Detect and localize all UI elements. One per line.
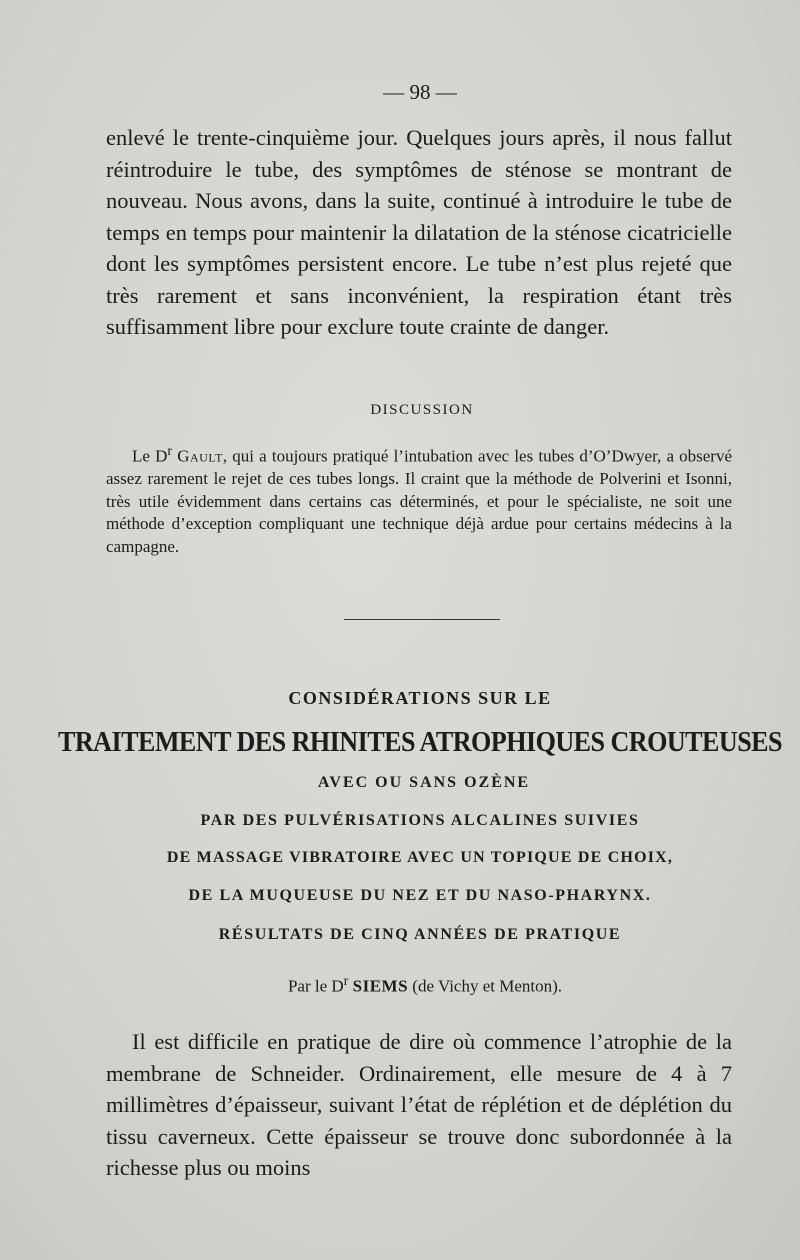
doctor-abbrev-sup: r [343,973,349,989]
speaker-name: Gault [177,446,223,466]
byline-prefix: Par le D [287,976,344,996]
page-number: — 98 — [383,80,457,104]
paragraph-text: Il est difficile en pratique de dire où commence l’atrophie de la membrane de Schneider. Ordinairement, elle mesure de 4 à 7 millimètres d’épaisseur, suivant l’état de réplétion et de déplétion du tissu caverneux. Cette épaisseur se trouve donc subordonnée à la richesse plus ou moins [106,1029,732,1180]
article-title-line: RÉSULTATS DE CINQ ANNÉES DE PRATIQUE [218,926,622,943]
article-main-title: TRAITEMENT DES RHINITES ATROPHIQUES CROUTEUSES [57,726,783,758]
paragraph-text: enlevé le trente-cinquième jour. Quelques jours après, il nous fallut réintroduire le tube, des symptômes de sténose se montrant de nouveau. Nous avons, dans la suite, continué à introduire le tube de temps en temps pour maintenir la dilatation de la sténose cicatricielle dont les symptômes persistent encore. Le tube n’est plus rejeté que très rarement et sans inconvénient, la respiration étant très suffisamment libre pour exclure toute crainte de danger. [106,125,732,339]
body-paragraph [106,1026,732,1184]
discussion-prefix: Le D [132,446,168,466]
discussion-paragraph [106,440,732,558]
body-paragraph [106,122,732,343]
discussion-heading: DISCUSSION [370,402,474,418]
author-byline [0,973,800,997]
doctor-abbrev-sup: r [167,443,173,459]
author-name: SIEMS [352,976,409,996]
article-title-line: PAR DES PULVÉRISATIONS ALCALINES SUIVIES [200,812,640,829]
article-title-line: DE MASSAGE VIBRATOIRE AVEC UN TOPIQUE DE CHOIX, [166,849,674,866]
article-title-line: DE LA MUQUEUSE DU NEZ ET DU NASO-PHARYNX. [188,887,652,904]
article-title-line: AVEC OU SANS OZÈNE [317,774,531,791]
article-title-line: CONSIDÉRATIONS SUR LE [288,688,552,708]
section-separator-rule [344,619,500,620]
discussion-text: , qui a toujours pratiqué l’intubation avec les tubes d’O’Dwyer, a observé assez rarement le rejet de ces tubes longs. Il craint que la méthode de Polverini et Isonni, très utile évidemment dans certains cas déterminés, et pour le spécialiste, ne soit une méthode d’exception compliquant une technique déjà ardue pour certains médecins à la campagne. [106,446,733,556]
author-affiliation: (de Vichy et Menton). [412,976,563,996]
